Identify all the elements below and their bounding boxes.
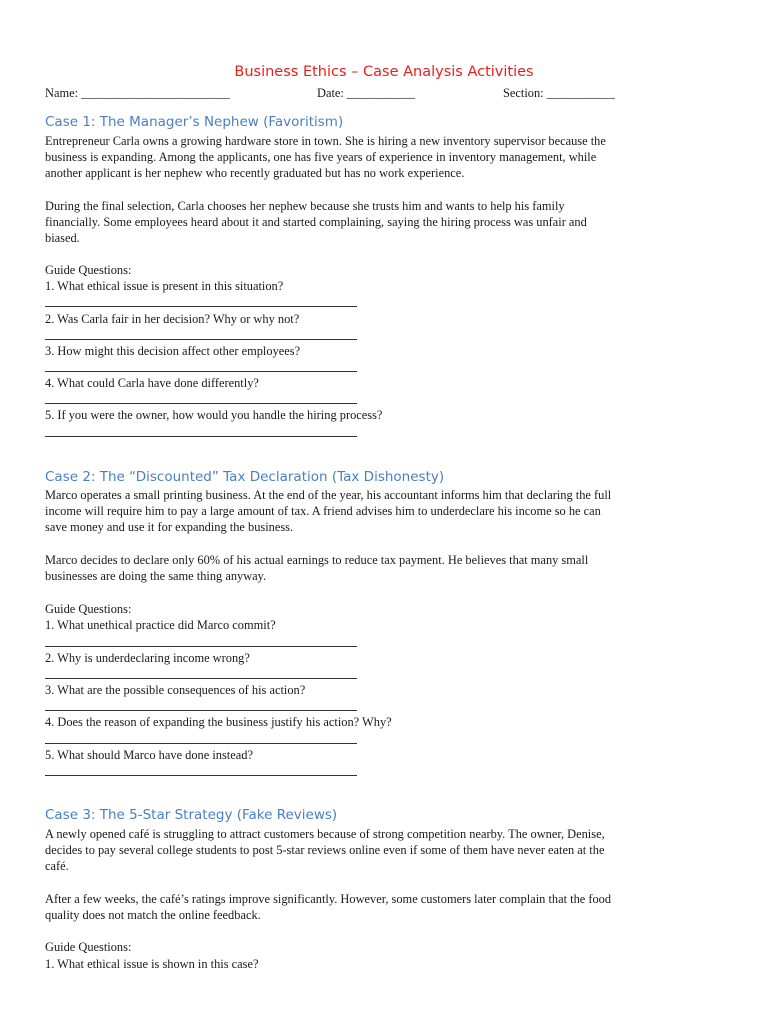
case-2-answer-line-3[interactable] (45, 710, 357, 711)
case-1-answer-line-4[interactable] (45, 403, 357, 404)
case-2-question-2: 2. Why is underdeclaring income wrong? (45, 651, 250, 665)
case-1-question-1: 1. What ethical issue is present in this situation? (45, 279, 284, 293)
case-3-title: Case 3: The 5-Star Strategy (Fake Reviews) (45, 807, 338, 823)
case-2-guide-label: Guide Questions: (45, 602, 132, 616)
case-1-question-5: 5. If you were the owner, how would you handle the hiring process? (45, 408, 383, 422)
case-1-guide-label: Guide Questions: (45, 263, 132, 277)
case-1-question-3: 3. How might this decision affect other employees? (45, 344, 301, 358)
name-field[interactable]: Name: ________________________ (45, 86, 230, 100)
case-1-answer-line-1[interactable] (45, 306, 357, 307)
case-2-answer-line-2[interactable] (45, 678, 357, 679)
case-1-paragraph-1: Entrepreneur Carla owns a growing hardware store in town. She is hiring a new inventory supervisor because the business is expanding. Among the applicants, one has five years of experience in inventory management, while another applicant is her nephew who recently graduated but has no work experience. (45, 134, 606, 181)
case-1-title: Case 1: The Manager’s Nephew (Favoritism) (45, 114, 344, 130)
case-2-question-3: 3. What are the possible consequences of his action? (45, 683, 306, 697)
case-3-question-1: 1. What ethical issue is shown in this case? (45, 957, 259, 971)
case-3-guide-label: Guide Questions: (45, 940, 132, 954)
case-2-answer-line-1[interactable] (45, 646, 357, 647)
case-1-answer-line-5[interactable] (45, 436, 357, 437)
case-2-question-5: 5. What should Marco have done instead? (45, 748, 253, 762)
section-field[interactable]: Section: ___________ (503, 86, 615, 100)
case-1-answer-line-3[interactable] (45, 371, 357, 372)
case-2-question-1: 1. What unethical practice did Marco commit? (45, 618, 276, 632)
case-1-answer-line-2[interactable] (45, 339, 357, 340)
date-field[interactable]: Date: ___________ (317, 86, 416, 100)
case-1-question-4: 4. What could Carla have done differently? (45, 376, 259, 390)
case-3-paragraph-2: After a few weeks, the café’s ratings improve significantly. However, some customers later complain that the food quality does not match the online feedback. (45, 892, 612, 923)
case-1-paragraph-2: During the final selection, Carla chooses her nephew because she trusts him and wants to help his family financially. Some employees heard about it and started complaining, saying the hiring process was unfair and biased. (45, 199, 587, 246)
case-3-paragraph-1: A newly opened café is struggling to attract customers because of strong competition nearby. The owner, Denise, decides to pay several college students to post 5-star reviews online even if some of them have never eaten at the café. (45, 827, 605, 874)
case-2-paragraph-2: Marco decides to declare only 60% of his actual earnings to reduce tax payment. He believes that many small businesses are doing the same thing anyway. (45, 553, 589, 584)
case-2-paragraph-1: Marco operates a small printing business. At the end of the year, his accountant informs him that declaring the full income will require him to pay a large amount of tax. A friend advises him to underdeclare his income so he can save money and use it for expanding the business. (45, 488, 612, 535)
case-2-answer-line-4[interactable] (45, 743, 357, 744)
case-1-question-2: 2. Was Carla fair in her decision? Why or why not? (45, 312, 300, 326)
student-info-fields (45, 86, 725, 104)
document-title: Business Ethics – Case Analysis Activities (234, 64, 534, 80)
case-2-title: Case 2: The “Discounted” Tax Declaration (Tax Dishonesty) (45, 469, 445, 485)
case-2-question-4: 4. Does the reason of expanding the business justify his action? Why? (45, 715, 392, 729)
case-2-answer-line-5[interactable] (45, 775, 357, 776)
